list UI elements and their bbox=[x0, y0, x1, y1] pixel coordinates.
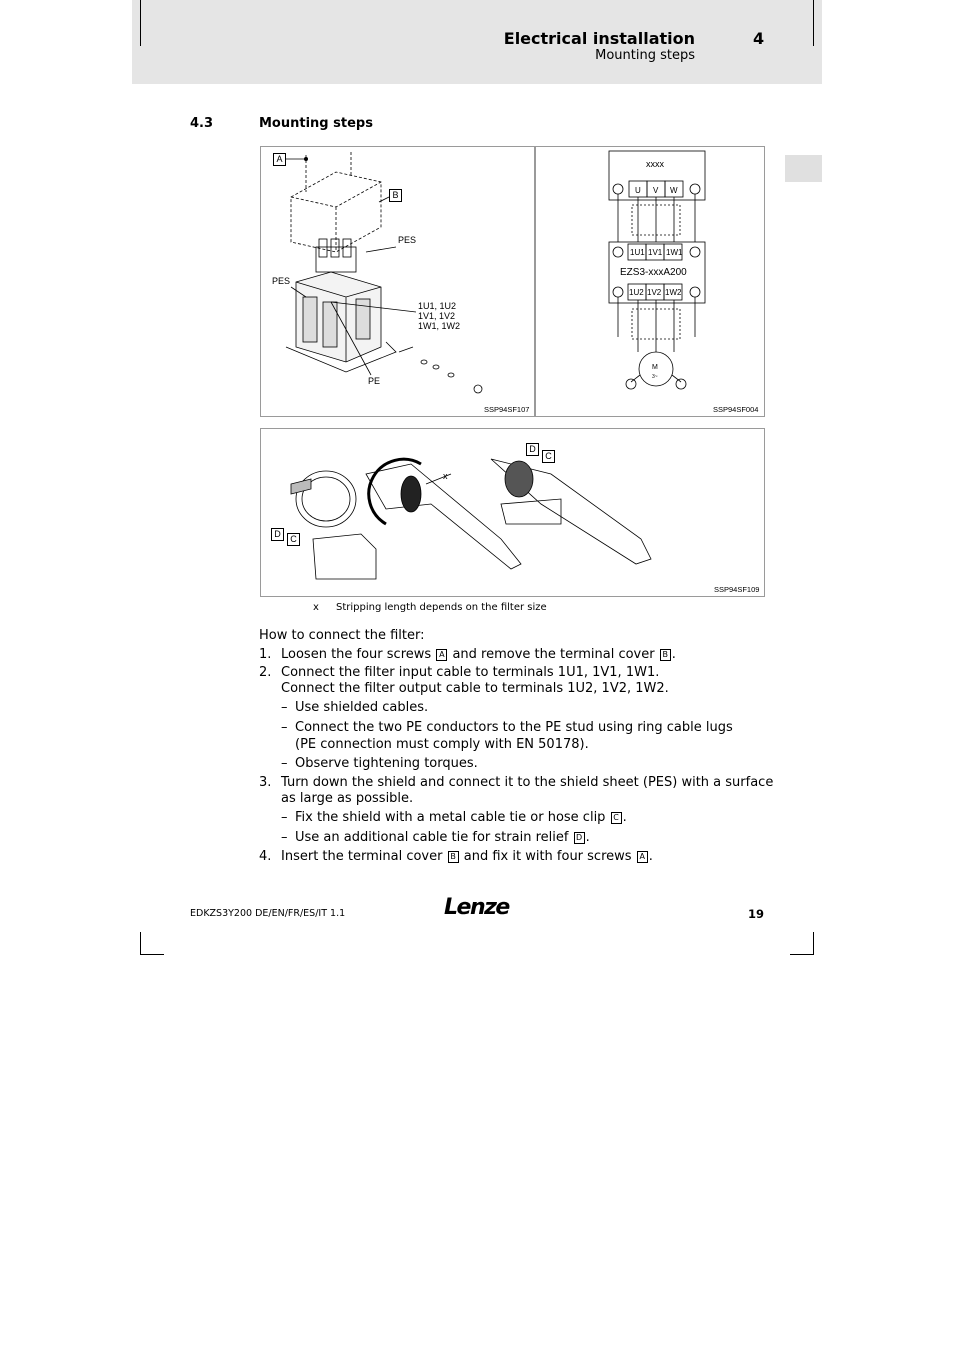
lenze-logo: Lenze bbox=[444, 895, 509, 920]
filter-out-terminal-1v2: 1V2 bbox=[647, 288, 662, 297]
step-number: 4. bbox=[259, 849, 272, 864]
wiring-diagram-drawing bbox=[536, 147, 764, 416]
shield-connection-figure bbox=[260, 428, 765, 597]
filter-in-terminal-1v1: 1V1 bbox=[648, 248, 663, 257]
wiring-diagram-figure bbox=[535, 146, 765, 417]
drive-label: xxxx bbox=[646, 159, 664, 169]
step-4-text: Insert the terminal cover B and fix it with four screws A . bbox=[281, 849, 653, 864]
ref-box-c: C bbox=[611, 812, 622, 824]
chapter-tab bbox=[785, 155, 822, 182]
step-number: 1. bbox=[259, 647, 272, 662]
document-code: EDKZS3Y200 DE/EN/FR/ES/IT 1.1 bbox=[190, 908, 346, 919]
step-2-line-1: Connect the filter input cable to terminals 1U1, 1V1, 1W1. bbox=[281, 665, 660, 680]
ref-box-d: D bbox=[574, 832, 585, 844]
label-terminals-u: 1U1, 1U2 bbox=[418, 301, 457, 311]
step-3-line-2: as large as possible. bbox=[281, 791, 414, 806]
label-pe: PE bbox=[368, 376, 381, 386]
step-3-bullet-1: Fix the shield with a metal cable tie or hose clip C . bbox=[295, 810, 627, 825]
filter-out-terminal-1w2: 1W2 bbox=[665, 288, 682, 297]
step-2-bullet-2b: (PE connection must comply with EN 50178). bbox=[295, 737, 589, 752]
ref-box-b: B bbox=[660, 649, 671, 661]
step-2-bullet-1: Use shielded cables. bbox=[295, 700, 429, 715]
step-number: 2. bbox=[259, 665, 272, 680]
step-1-text: Loosen the four screws A and remove the terminal cover B . bbox=[281, 647, 676, 662]
figure-code: SSP94SF004 bbox=[713, 405, 759, 414]
shield-connection-drawing bbox=[261, 429, 764, 596]
drive-terminal-v: V bbox=[653, 186, 659, 195]
label-terminals-w: 1W1, 1W2 bbox=[418, 321, 461, 331]
filter-assembly-drawing bbox=[261, 147, 534, 416]
ref-box-a: A bbox=[637, 851, 648, 863]
caption-text: Stripping length depends on the filter size bbox=[336, 602, 547, 613]
page-number: 19 bbox=[748, 907, 765, 921]
label-box-b: B bbox=[389, 189, 402, 202]
bullet-dash: – bbox=[281, 810, 288, 825]
step-2-bullet-2a: Connect the two PE conductors to the PE stud using ring cable lugs bbox=[295, 720, 733, 735]
motor-phase: 3~ bbox=[652, 374, 658, 380]
crop-mark bbox=[790, 954, 814, 955]
filter-out-terminal-1u2: 1U2 bbox=[629, 288, 644, 297]
step-2-line-2: Connect the filter output cable to terminals 1U2, 1V2, 1W2. bbox=[281, 681, 669, 696]
label-box-a: A bbox=[273, 153, 286, 166]
figure-code: SSP94SF109 bbox=[714, 585, 760, 594]
ref-box-b: B bbox=[448, 851, 459, 863]
bullet-dash: – bbox=[281, 830, 288, 845]
motor-label: M bbox=[652, 364, 658, 371]
label-pes-left: PES bbox=[272, 276, 291, 286]
section-title: Mounting steps bbox=[259, 116, 373, 131]
section-number: 4.3 bbox=[190, 116, 214, 131]
bullet-dash: – bbox=[281, 700, 288, 715]
page-header-title: Electrical installation bbox=[503, 29, 695, 48]
crop-mark bbox=[813, 0, 814, 46]
caption-symbol: x bbox=[313, 602, 319, 613]
filter-assembly-figure bbox=[260, 146, 535, 417]
label-box-d-right: D bbox=[526, 443, 539, 456]
step-3-line-1: Turn down the shield and connect it to the shield sheet (PES) with a surface bbox=[281, 775, 774, 790]
step-2-bullet-3: Observe tightening torques. bbox=[295, 756, 478, 771]
crop-mark bbox=[813, 932, 814, 954]
ref-box-a: A bbox=[436, 649, 447, 661]
drive-terminal-w: W bbox=[670, 186, 678, 195]
step-3-bullet-2: Use an additional cable tie for strain relief D . bbox=[295, 830, 590, 845]
crop-mark bbox=[140, 0, 141, 46]
filter-in-terminal-1u1: 1U1 bbox=[630, 248, 645, 257]
header-band bbox=[132, 0, 822, 84]
bullet-dash: – bbox=[281, 756, 288, 771]
filter-name: EZS3-xxxA200 bbox=[620, 267, 687, 278]
page-header-subtitle: Mounting steps bbox=[595, 48, 695, 63]
label-pes-top: PES bbox=[398, 235, 417, 245]
label-box-d-left: D bbox=[271, 528, 284, 541]
crop-mark bbox=[140, 954, 164, 955]
label-x: x bbox=[443, 471, 448, 481]
figure-code: SSP94SF107 bbox=[484, 405, 530, 414]
label-terminals-v: 1V1, 1V2 bbox=[418, 311, 456, 321]
crop-mark bbox=[140, 932, 141, 954]
drive-terminal-u: U bbox=[635, 186, 641, 195]
bullet-dash: – bbox=[281, 720, 288, 735]
label-box-c-right: C bbox=[542, 450, 555, 463]
instructions-intro: How to connect the filter: bbox=[259, 628, 425, 643]
filter-in-terminal-1w1: 1W1 bbox=[666, 248, 683, 257]
step-number: 3. bbox=[259, 775, 272, 790]
chapter-number: 4 bbox=[753, 29, 765, 48]
label-box-c-left: C bbox=[287, 533, 300, 546]
